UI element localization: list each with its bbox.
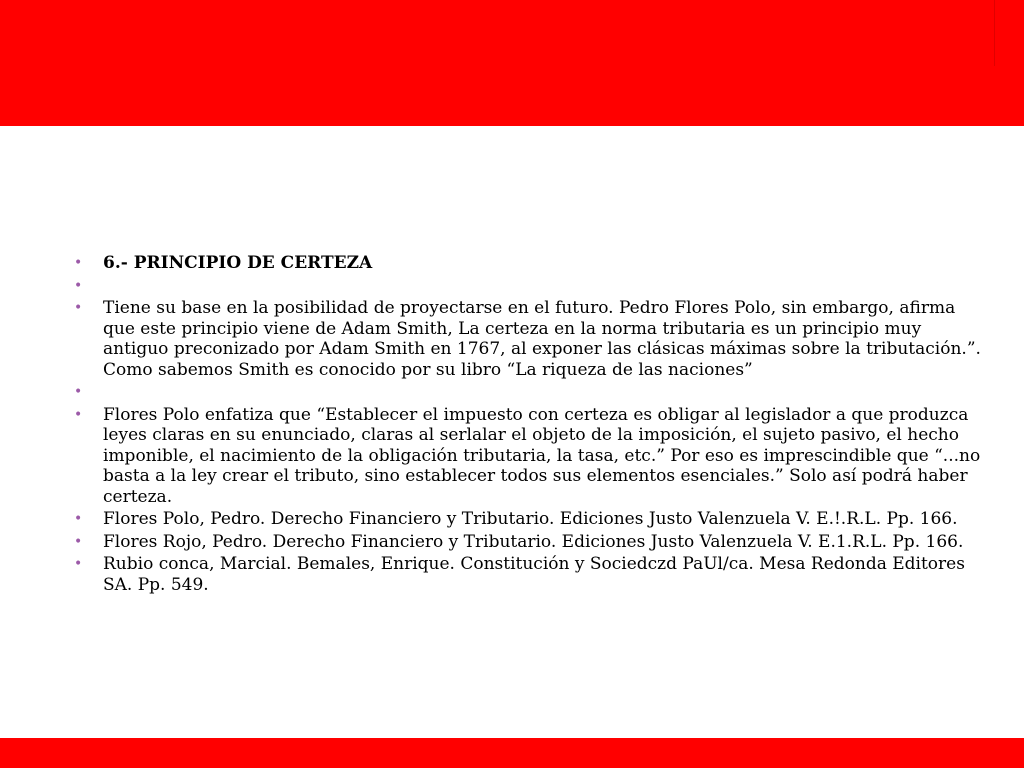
list-item-reference bbox=[74, 532, 984, 553]
section-heading: 6.- PRINCIPIO DE CERTEZA bbox=[103, 253, 373, 273]
list-item-heading bbox=[74, 253, 984, 274]
top-band-divider bbox=[994, 0, 995, 66]
list-item-text: Flores Polo enfatiza que “Establecer el impuesto con certeza es obligar al legislador a que produzca leyes claras en su enunciado, claras al serlalar el objeto de la imposición, el sujeto pasivo, el hecho imponible, el nacimiento de la obligación tributaria, la tasa, etc.” Por eso es imprescindible que “...no basta a la ley crear el tributo, sino establecer todos sus elementos esenciales.” Solo así podrá haber certeza. bbox=[103, 404, 981, 507]
bullet-icon: • bbox=[74, 277, 83, 294]
list-item-empty bbox=[74, 382, 984, 403]
list-item bbox=[74, 298, 984, 380]
reference-text: Flores Rojo, Pedro. Derecho Financiero y Tributario. Ediciones Justo Valenzuela V. E.1.R.L. Pp. 166. bbox=[103, 531, 964, 552]
bullet-icon: • bbox=[74, 300, 83, 316]
bullet-icon: • bbox=[74, 406, 83, 423]
list-item-text: Tiene su base en la posibilidad de proyectarse en el futuro. Pedro Flores Polo, sin embargo, afirma que este principio viene de Adam Smith, La certeza en la norma tributaria es un principio muy antiguo preconizado por Adam Smith en 1767, al exponer las clásicas máximas sobre la tributación.”. Como sabemos Smith es conocido por su libro “La riqueza de las naciones” bbox=[103, 298, 981, 380]
list-item bbox=[74, 405, 984, 508]
bullet-icon: • bbox=[74, 384, 83, 400]
bullet-icon: • bbox=[74, 511, 83, 527]
bullet-icon: • bbox=[74, 556, 83, 572]
bullet-icon: • bbox=[74, 533, 83, 550]
reference-text: Flores Polo, Pedro. Derecho Financiero y Tributario. Ediciones Justo Valenzuela V. E.!.R.L. Pp. 166. bbox=[103, 509, 958, 529]
bottom-red-band bbox=[0, 738, 1024, 768]
top-red-band bbox=[0, 0, 1024, 126]
list-item-empty bbox=[74, 276, 984, 297]
list-item-reference bbox=[74, 554, 984, 595]
bullet-list bbox=[74, 253, 984, 597]
reference-text: Rubio conca, Marcial. Bemales, Enrique. Constitución y Sociedczd PaUl/ca. Mesa Redonda Editores SA. Pp. 549. bbox=[103, 554, 965, 595]
list-item-reference bbox=[74, 509, 984, 530]
bullet-icon: • bbox=[74, 255, 83, 271]
